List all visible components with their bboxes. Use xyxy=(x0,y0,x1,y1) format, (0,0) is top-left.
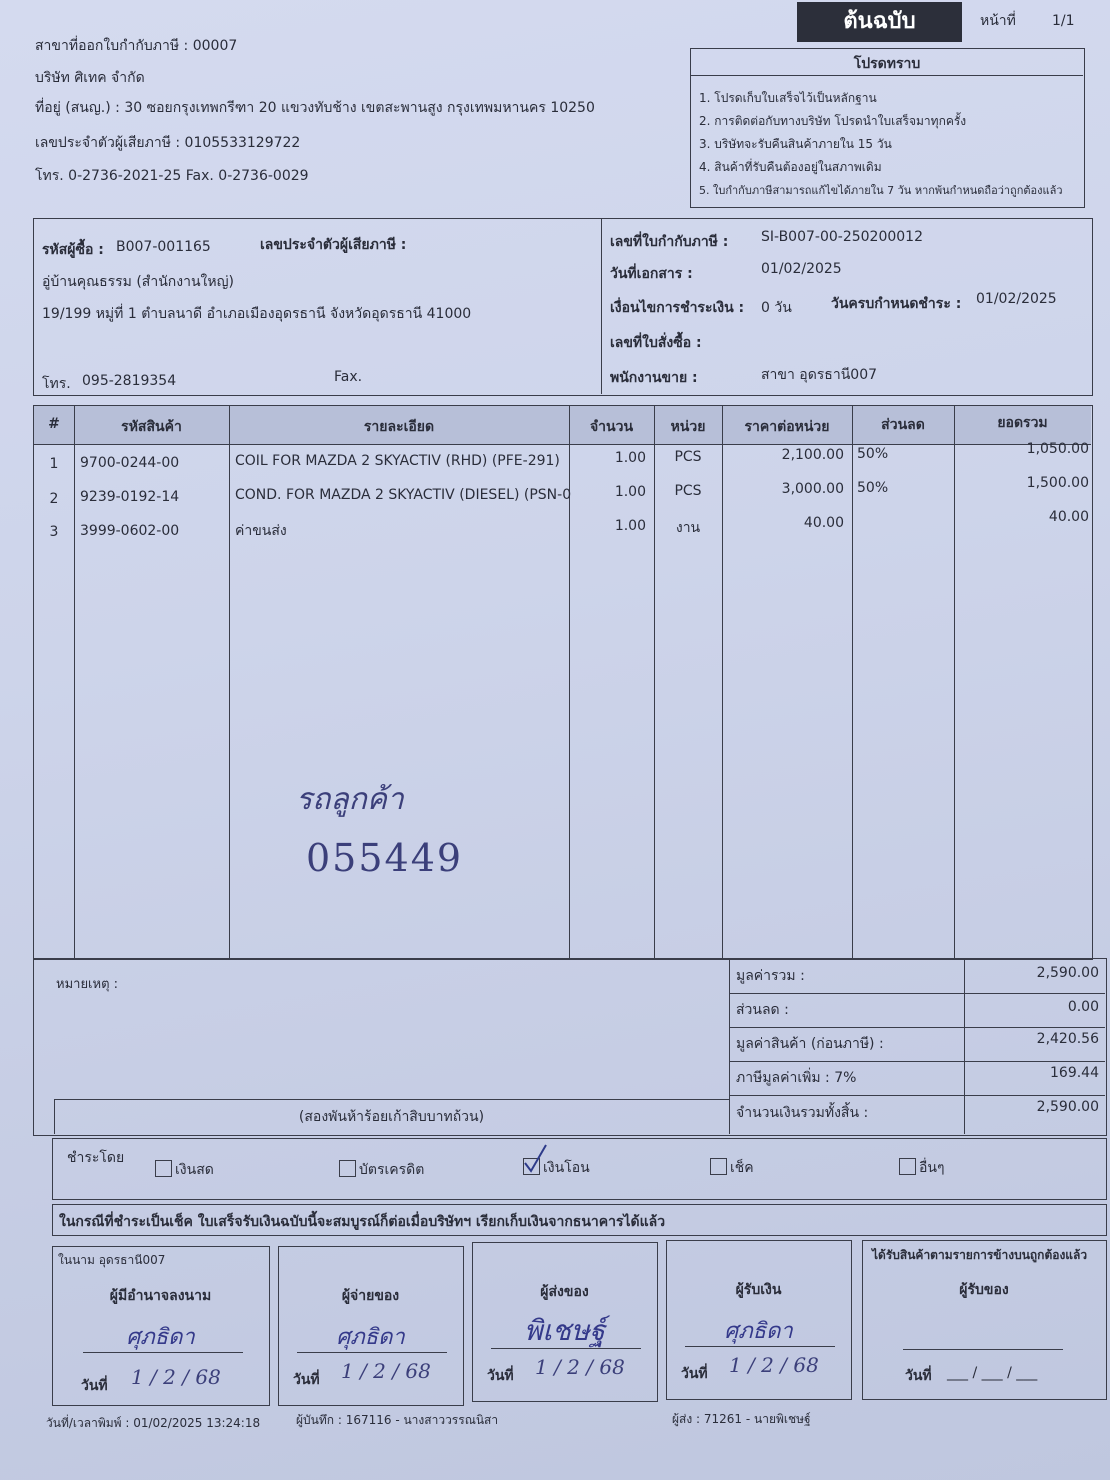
page-number: 1/1 xyxy=(1052,13,1075,29)
payment-label: ชำระโดย xyxy=(67,1150,125,1166)
table-row-code: 9239-0192-14 xyxy=(80,489,180,505)
summary-label: มูลค่าสินค้า (ก่อนภาษี) : xyxy=(736,1036,884,1052)
issuer-company: บริษัท ศิเทค จำกัด xyxy=(35,70,145,86)
date-label: วันที่ xyxy=(293,1372,320,1388)
customer-taxid-label: เลขประจำตัวผู้เสียภาษี : xyxy=(260,237,407,253)
table-row-discount: 50% xyxy=(857,480,889,496)
table-row-unit: PCS xyxy=(674,483,702,499)
notice-item: 5. ใบกำกับภาษีสามารถแก้ไขได้ภายใน 7 วัน หากพ้นกำหนดถือว่าถูกต้องแล้ว xyxy=(699,184,1063,197)
signature: ศุภธิดา xyxy=(336,1325,405,1350)
col-header-total: ยอดรวม xyxy=(997,415,1048,431)
remark-label: หมายเหตุ : xyxy=(56,977,119,992)
issuer-branch: สาขาที่ออกใบกำกับภาษี : 00007 xyxy=(35,38,238,54)
invoice-no-label: เลขที่ใบกำกับภาษี : xyxy=(610,234,729,250)
payment-option-credit-card[interactable]: บัตรเครดิต xyxy=(339,1159,424,1181)
table-row-total: 1,050.00 xyxy=(1026,441,1089,457)
payment-option-cash[interactable]: เงินสด xyxy=(155,1159,214,1181)
issuer-taxid: เลขประจำตัวผู้เสียภาษี : 0105533129722 xyxy=(35,135,301,151)
notice-item: 3. บริษัทจะรับคืนสินค้าภายใน 15 วัน xyxy=(699,137,892,151)
cheque-note: ในกรณีที่ชำระเป็นเช็ค ใบเสร็จรับเงินฉบับนี้จะสมบูรณ์ก็ต่อเมื่อบริษัทฯ เรียกเก็บเงินจากธนาคารได้แล้ว xyxy=(59,1214,666,1230)
signature-box-receiver-money xyxy=(666,1240,852,1400)
notice-item: 4. สินค้าที่รับคืนต้องอยู่ในสภาพเดิม xyxy=(699,160,882,174)
salesperson-label: พนักงานขาย : xyxy=(610,370,698,386)
summary-box xyxy=(33,958,1107,1136)
signature: ศุภธิดา xyxy=(126,1325,195,1350)
checkbox[interactable] xyxy=(155,1160,172,1177)
cheque-note-box xyxy=(52,1204,1107,1236)
table-row-discount: 50% xyxy=(857,446,889,462)
table-row-unit: งาน xyxy=(675,520,701,536)
checkbox[interactable] xyxy=(339,1160,356,1177)
payment-method-box xyxy=(52,1138,1107,1200)
recorder: ผู้บันทึก : 167116 - นางสาววรรณนิสา xyxy=(296,1413,499,1427)
col-header-no: # xyxy=(48,416,60,432)
notice-box xyxy=(690,48,1085,208)
signature-title: ผู้รับของ xyxy=(959,1282,1009,1298)
col-header-desc: รายละเอียด xyxy=(363,419,435,435)
col-header-price: ราคาต่อหน่วย xyxy=(744,419,830,435)
grand-total-label: จำนวนเงินรวมทั้งสิ้น : xyxy=(736,1105,869,1121)
signature-title: ผู้ส่งของ xyxy=(540,1284,589,1300)
checkbox[interactable] xyxy=(710,1158,727,1175)
customer-address: 19/199 หมู่ที่ 1 ตำบลนาดี อำเภอเมืองอุดรธานี จังหวัดอุดรธานี 41000 xyxy=(42,306,472,322)
customer-phone-label: โทร. xyxy=(42,376,71,392)
signature-title: ผู้มีอำนาจลงนาม xyxy=(109,1288,212,1304)
signature-box-receiver-goods xyxy=(862,1240,1107,1400)
table-row-desc: COIL FOR MAZDA 2 SKYACTIV (RHD) (PFE-291) xyxy=(235,453,560,469)
issuer-address: ที่อยู่ (สนญ.) : 30 ซอยกรุงเทพกรีฑา 20 แขวงทับช้าง เขตสะพานสูง กรุงเทพมหานคร 10250 xyxy=(35,100,595,116)
table-row-total: 1,500.00 xyxy=(1026,475,1089,491)
col-header-unit: หน่วย xyxy=(670,419,706,435)
date-label: วันที่ xyxy=(905,1368,932,1384)
original-copy-badge: ต้นฉบับ xyxy=(797,2,962,42)
payment-option-transfer[interactable]: เงินโอน xyxy=(523,1157,590,1179)
notice-item: 2. การติดต่อกับทางบริษัท โปรดนำใบเสร็จมาทุกครั้ง xyxy=(699,114,967,128)
signature-box-authorized xyxy=(52,1246,270,1406)
summary-label: ส่วนลด : xyxy=(736,1002,789,1018)
summary-value: 169.44 xyxy=(1050,1065,1099,1081)
payment-terms-label: เงื่อนไขการชำระเงิน : xyxy=(610,300,745,316)
issuer-phone: โทร. 0-2736-2021-25 Fax. 0-2736-0029 xyxy=(35,168,309,184)
customer-code: B007-001165 xyxy=(116,239,211,255)
checkbox[interactable] xyxy=(899,1158,916,1175)
customer-code-label: รหัสผู้ซื้อ : xyxy=(42,242,104,258)
grand-total-value: 2,590.00 xyxy=(1036,1099,1099,1115)
payment-option-other[interactable]: อื่นๆ xyxy=(899,1157,945,1179)
table-row-qty: 1.00 xyxy=(614,484,646,500)
summary-value: 2,590.00 xyxy=(1036,965,1099,981)
customer-fax-label: Fax. xyxy=(334,369,363,385)
date-label: วันที่ xyxy=(81,1378,108,1394)
customer-name: อู่บ้านคุณธรรม (สำนักงานใหญ่) xyxy=(42,274,234,290)
signature-box-dispatcher xyxy=(278,1246,464,1406)
due-date: 01/02/2025 xyxy=(976,291,1057,307)
table-row-qty: 1.00 xyxy=(614,450,646,466)
summary-value: 2,420.56 xyxy=(1036,1031,1099,1047)
received-confirmation: ได้รับสินค้าตามรายการข้างบนถูกต้องแล้ว xyxy=(872,1248,1088,1262)
invoice-date-label: วันที่เอกสาร : xyxy=(610,266,693,282)
table-row-no: 2 xyxy=(49,491,59,507)
customer-phone: 095-2819354 xyxy=(82,373,177,389)
salesperson: สาขา อุดรธานี007 xyxy=(761,367,878,383)
sender: ผู้ส่ง : 71261 - นายพิเชษฐ์ xyxy=(672,1412,811,1426)
amount-in-words: (สองพันห้าร้อยเก้าสิบบาทถ้วน) xyxy=(298,1109,485,1125)
sign-date: 1 / 2 / 68 xyxy=(535,1355,625,1379)
handwritten-plate-number: 055449 xyxy=(306,836,464,880)
handwritten-note: รถลูกค้า xyxy=(296,782,404,817)
col-header-qty: จำนวน xyxy=(589,419,634,435)
table-row-no: 3 xyxy=(49,524,59,540)
table-row-desc: COND. FOR MAZDA 2 SKYACTIV (DIESEL) (PSN-0 xyxy=(235,487,572,503)
table-row-total: 40.00 xyxy=(1048,509,1089,525)
table-row-price: 2,100.00 xyxy=(781,447,844,463)
checkmark-icon xyxy=(522,1143,548,1173)
signature-title: ผู้รับเงิน xyxy=(735,1282,782,1298)
customer-invoice-box xyxy=(33,218,1093,396)
sign-date: 1 / 2 / 68 xyxy=(131,1365,221,1389)
sign-date-blank: ___ / ___ / ___ xyxy=(947,1365,1038,1381)
invoice-no: SI-B007-00-250200012 xyxy=(761,229,923,245)
table-row-desc: ค่าขนส่ง xyxy=(235,523,287,539)
table-row-no: 1 xyxy=(49,456,59,472)
date-label: วันที่ xyxy=(681,1366,708,1382)
table-row-code: 9700-0244-00 xyxy=(80,455,180,471)
notice-title: โปรดทราบ xyxy=(853,56,921,72)
summary-value: 0.00 xyxy=(1067,999,1099,1015)
sign-date: 1 / 2 / 68 xyxy=(341,1359,431,1383)
col-header-code: รหัสสินค้า xyxy=(121,419,182,435)
company-sign-line: ในนาม อุดรธานี007 xyxy=(58,1253,166,1267)
checkbox-checked[interactable] xyxy=(523,1158,540,1175)
signature-title: ผู้จ่ายของ xyxy=(341,1288,400,1304)
invoice-date: 01/02/2025 xyxy=(761,261,842,277)
table-row-unit: PCS xyxy=(674,449,702,465)
summary-label: ภาษีมูลค่าเพิ่ม : 7% xyxy=(736,1070,857,1086)
col-header-discount: ส่วนลด xyxy=(881,417,925,433)
table-row-price: 40.00 xyxy=(803,515,844,531)
payment-terms: 0 วัน xyxy=(761,300,792,316)
sign-date: 1 / 2 / 68 xyxy=(729,1353,819,1377)
summary-label: มูลค่ารวม : xyxy=(736,968,805,984)
date-label: วันที่ xyxy=(487,1368,514,1384)
table-row-code: 3999-0602-00 xyxy=(80,523,180,539)
signature-box-deliverer xyxy=(472,1242,658,1402)
payment-option-cheque[interactable]: เช็ค xyxy=(710,1157,754,1179)
notice-item: 1. โปรดเก็บใบเสร็จไว้เป็นหลักฐาน xyxy=(699,91,877,105)
table-row-price: 3,000.00 xyxy=(781,481,844,497)
page-label: หน้าที่ xyxy=(980,13,1016,29)
signature: พิเชษฐ์ xyxy=(524,1314,605,1347)
print-timestamp: วันที่/เวลาพิมพ์ : 01/02/2025 13:24:18 xyxy=(46,1416,261,1430)
due-date-label: วันครบกำหนดชำระ : xyxy=(831,296,962,312)
signature: ศุภธิดา xyxy=(724,1319,793,1344)
items-table xyxy=(33,405,1093,960)
table-row-qty: 1.00 xyxy=(614,518,646,534)
po-no-label: เลขที่ใบสั่งซื้อ : xyxy=(610,335,702,351)
